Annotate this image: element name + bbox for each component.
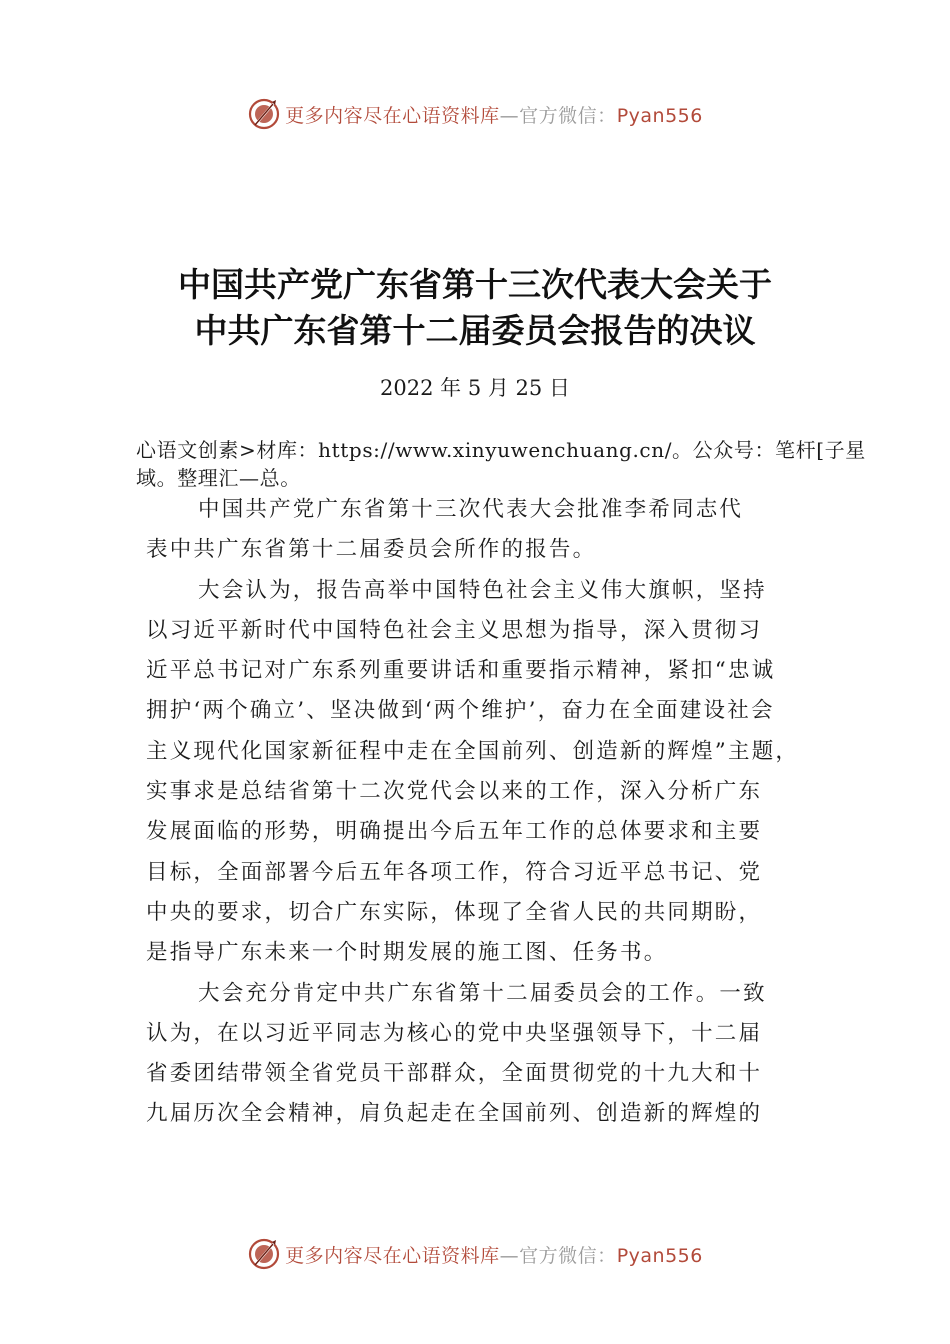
banner-text (285, 101, 703, 128)
body-line: 拥护‘两个确立’、坚决做到‘两个维护’，奋力在全面建设社会 (146, 698, 775, 724)
source-note: 心语文创素>材库：https://www.xinyuwenchuang.cn/。公众号：笔杆[子星域。整理汇—总。 (136, 438, 866, 490)
wechat-account: Pyan556 (616, 1244, 703, 1267)
banner-prefix: 更多内容尽在心语资料库 (285, 104, 500, 127)
body-line: 主义现代化国家新征程中走在全国前列、创造新的辉煌”主题， (146, 738, 800, 764)
body-line: 近平总书记对广东系列重要讲话和重要指示精神，紧扣“忠诚 (146, 658, 776, 684)
body-line: 九届历次全会精神，肩负起走在全国前列、创造新的辉煌的 (146, 1101, 763, 1127)
footer-banner (0, 1234, 950, 1274)
wechat-account: Pyan556 (616, 104, 703, 127)
document-title (0, 262, 950, 354)
body-line: 认为，在以习近平同志为核心的党中央坚强领导下，十二届 (146, 1020, 763, 1046)
body-line: 实事求是总结省第十二次党代会以来的工作，深入分析广东 (146, 779, 763, 805)
body-line: 大会充分肯定中共广东省第十二届委员会的工作。一致 (198, 980, 767, 1006)
banner-mid: —官方微信： (499, 104, 617, 127)
body-line: 表中共广东省第十二届委员会所作的报告。 (146, 537, 597, 563)
title-line-1: 中国共产党广东省第十三次代表大会关于 (178, 265, 772, 304)
banner-prefix: 更多内容尽在心语资料库 (285, 1244, 500, 1267)
body-line: 中央的要求，切合广东实际，体现了全省人民的共同期盼， (146, 899, 763, 925)
pen-seal-icon (247, 1237, 281, 1271)
banner-mid: —官方微信： (499, 1244, 617, 1267)
body-line: 大会认为，报告高举中国特色社会主义伟大旗帜，坚持 (198, 577, 767, 603)
body-line: 目标，全面部署今后五年各项工作，符合习近平总书记、党 (146, 859, 763, 885)
title-line-2: 中共广东省第十二届委员会报告的决议 (194, 311, 756, 350)
body-line: 发展面临的形势，明确提出今后五年工作的总体要求和主要 (146, 819, 763, 845)
document-date: 2022 年 5 月 25 日 (380, 376, 570, 400)
document-body (146, 490, 816, 1135)
body-line: 以习近平新时代中国特色社会主义思想为指导，深入贯彻习 (146, 617, 763, 643)
body-line: 中国共产党广东省第十三次代表大会批准李希同志代 (198, 497, 744, 522)
body-line: 是指导广东未来一个时期发展的施工图、任务书。 (146, 940, 668, 966)
banner-text (285, 1241, 703, 1268)
header-banner (0, 94, 950, 134)
body-line: 省委团结带领全省党员干部群众，全面贯彻党的十九大和十 (146, 1061, 763, 1087)
pen-seal-icon (247, 97, 281, 131)
